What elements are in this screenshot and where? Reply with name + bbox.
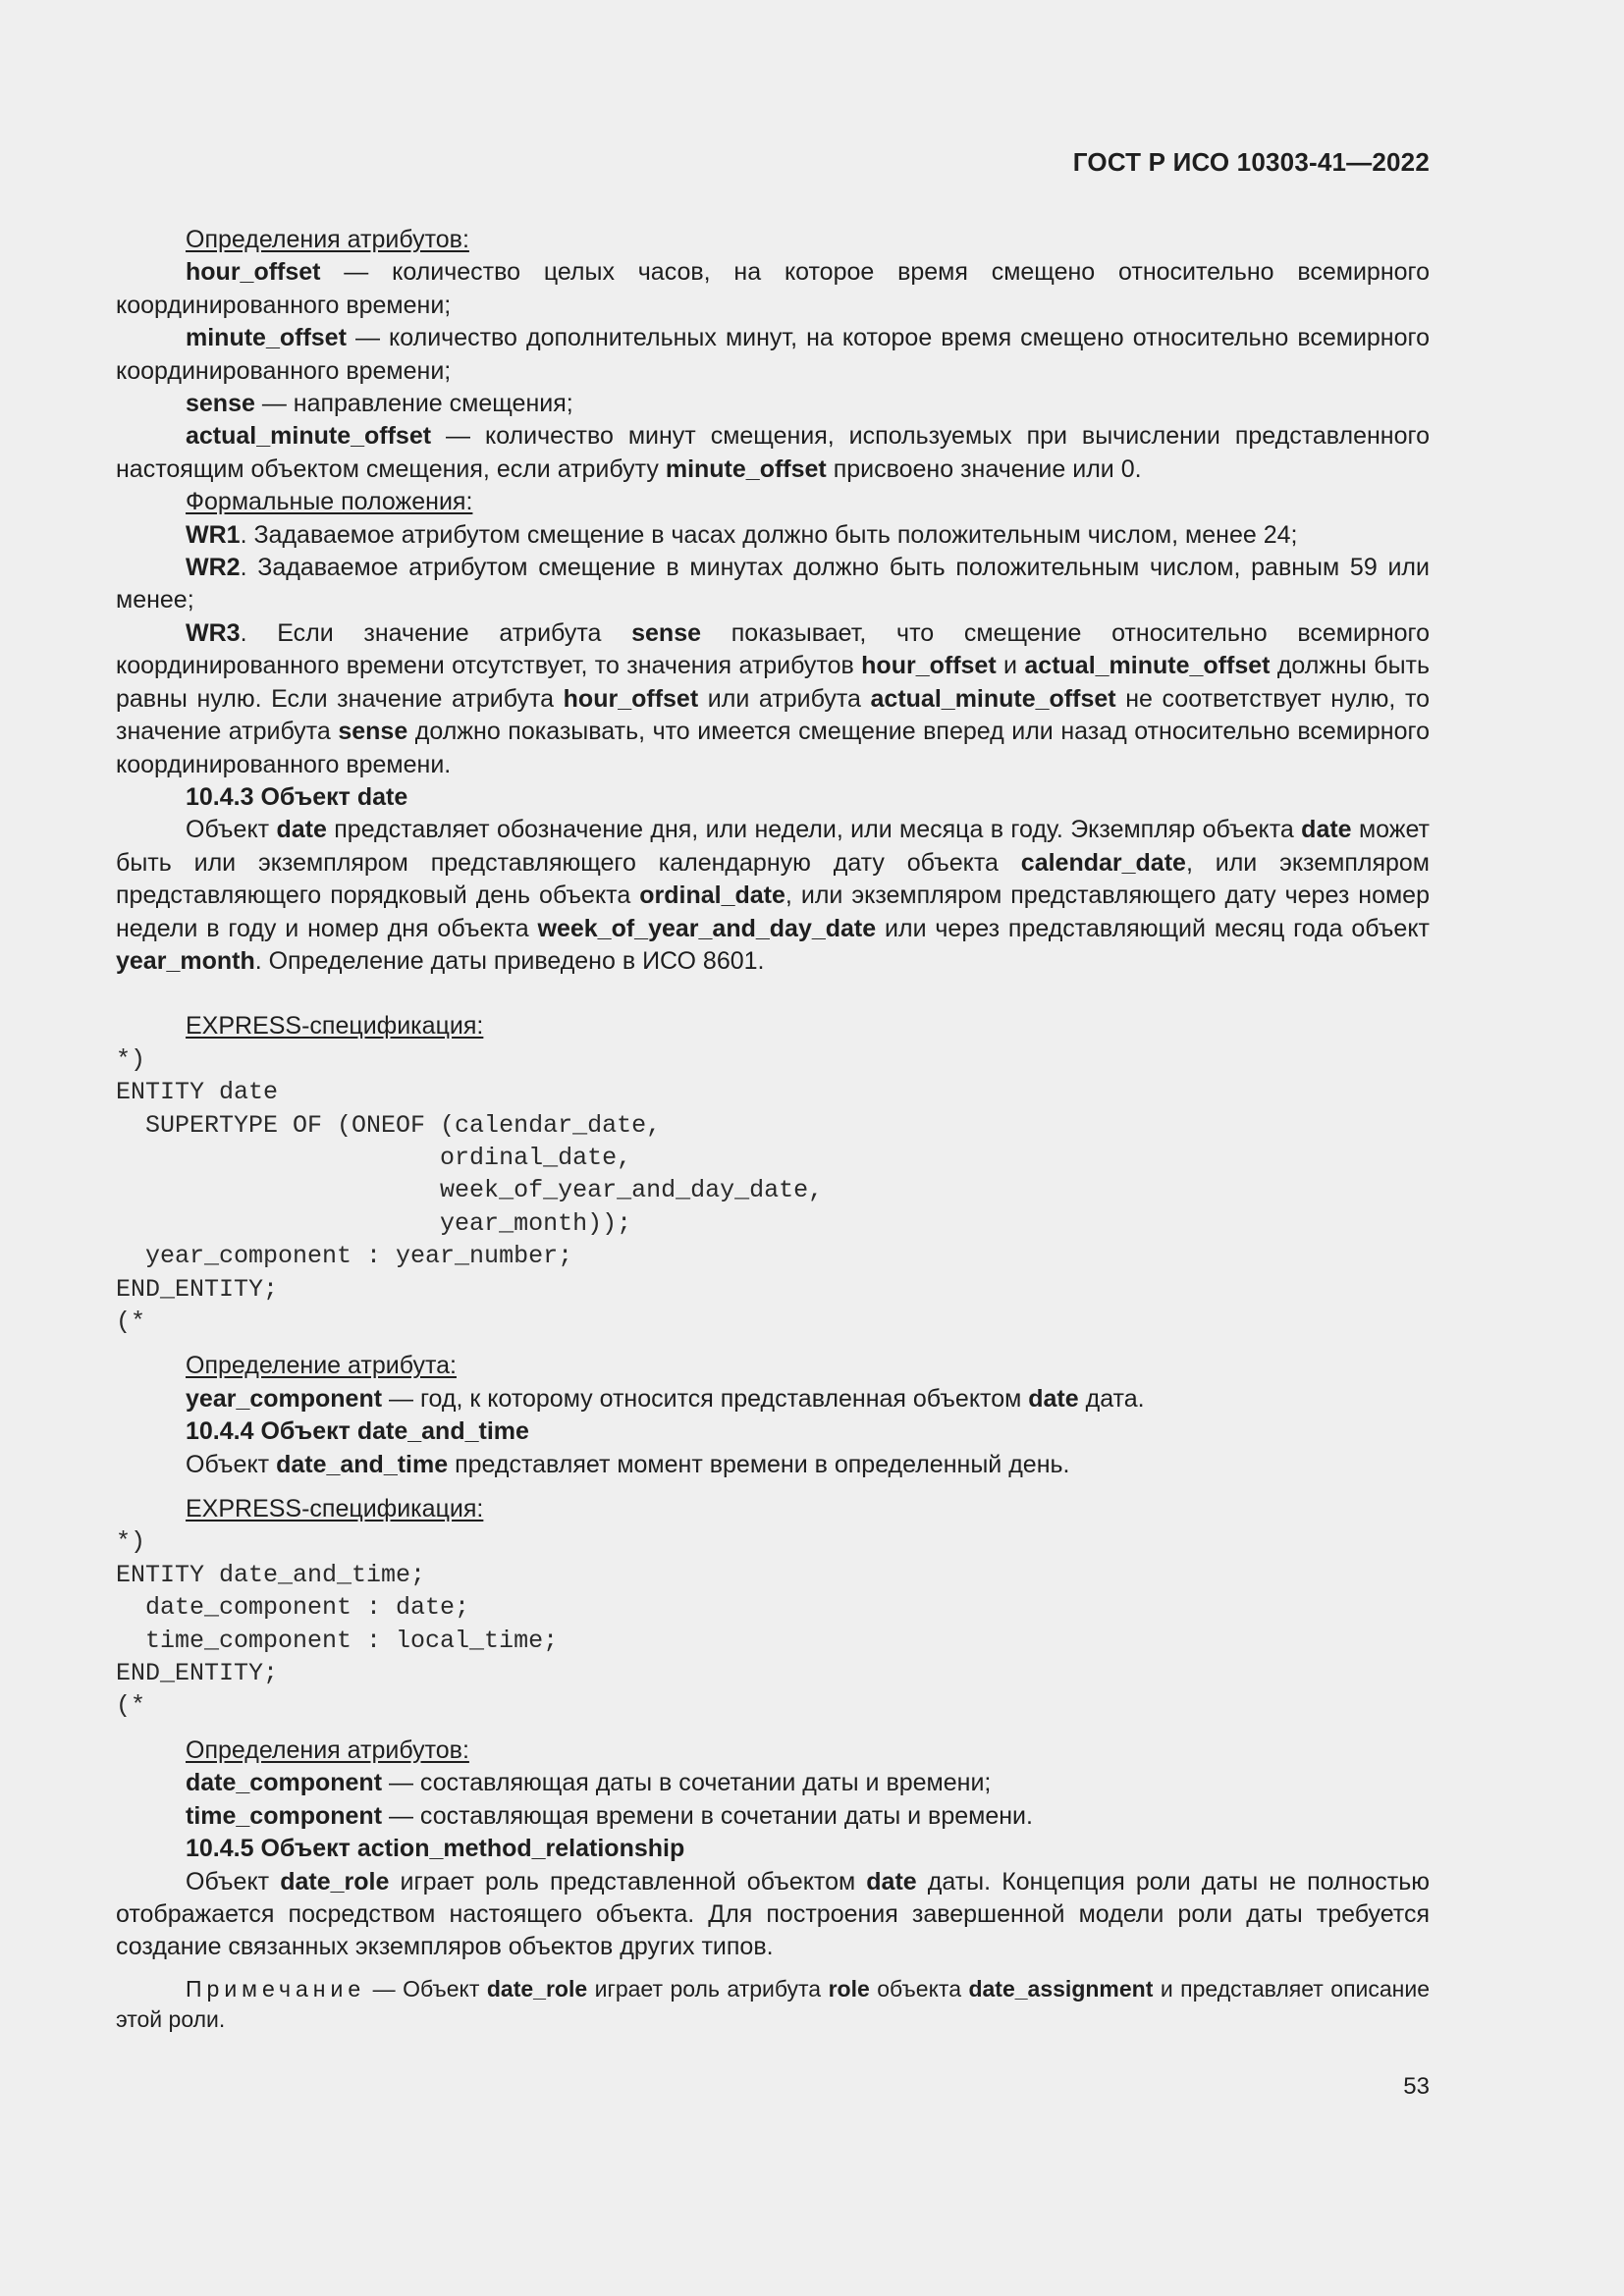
rule-wr2: WR2. Задаваемое атрибутом смещение в минутах должно быть положительным числом, равным 59 или менее; bbox=[116, 554, 1430, 614]
attr-defs-heading: Определения атрибутов: bbox=[186, 226, 469, 253]
section-heading-10-4-5: 10.4.5 Объект action_method_relationship bbox=[186, 1835, 685, 1863]
def-actual-minute-offset: actual_minute_offset — количество минут смещения, используемых при вычислении представленного настоящим объектом смещения, если атрибуту minute_offset присвоено значение или 0. bbox=[116, 422, 1430, 483]
note-label: Примечание bbox=[186, 1975, 366, 2002]
def-date-component: date_component — составляющая даты в сочетании даты и времени; bbox=[186, 1769, 992, 1797]
section-heading-10-4-4: 10.4.4 Объект date_and_time bbox=[186, 1417, 529, 1446]
formal-heading: Формальные положения: bbox=[186, 488, 473, 516]
section-heading-10-4-3: 10.4.3 Объект date bbox=[186, 782, 408, 811]
express-heading-date-and-time: EXPRESS-спецификация: bbox=[186, 1495, 484, 1523]
note: Примечание — Объект date_role играет роль атрибута role объекта date_assignment и представляет описание этой роли. bbox=[116, 1975, 1430, 2032]
def-hour-offset: hour_offset — количество целых часов, на которое время смещено относительно всемирного координированного времени; bbox=[116, 258, 1430, 319]
document-header: ГОСТ Р ИСО 10303-41—2022 bbox=[1072, 147, 1430, 177]
rule-wr3: WR3. Если значение атрибута sense показывает, что смещение относительно всемирного координированного времени отсутствует, то значения атрибутов hour_offset и actual_minute_offset должны быть равны нулю. Если значение атрибута hour_offset или атрибута actual_minute_offset не соответствует нулю, то значение атрибута sense должно показывать, что имеется смещение вперед или назад относительно всемирного координированного времени. bbox=[116, 618, 1431, 778]
page-content bbox=[116, 224, 1430, 2057]
page-number: 53 bbox=[1403, 2073, 1430, 2100]
express-heading-date: EXPRESS-спецификация: bbox=[186, 1012, 484, 1041]
def-minute-offset: minute_offset — количество дополнительных минут, на которое время смещено относительно всемирного координированного времени; bbox=[116, 324, 1430, 385]
express-code-date: *) ENTITY date SUPERTYPE OF (ONEOF (calendar_date, ordinal_date, week_of_year_and_day_date, year_month)); year_component : year_number; END_ENTITY; (* bbox=[116, 1044, 824, 1336]
def-sense: sense — направление смещения; bbox=[186, 390, 573, 418]
express-code-date-and-time: *) ENTITY date_and_time; date_component : date; time_component : local_time; END_ENTITY; (* bbox=[116, 1527, 559, 1721]
attr-defs-heading-dt: Определения атрибутов: bbox=[186, 1735, 469, 1764]
def-time-component: time_component — составляющая времени в сочетании даты и времени. bbox=[186, 1801, 1033, 1830]
rule-wr1: WR1. Задаваемое атрибутом смещение в часах должно быть положительным числом, менее 24; bbox=[186, 520, 1298, 549]
date-and-time-description: Объект date_and_time представляет момент времени в определенный день. bbox=[186, 1450, 1070, 1478]
date-description: Объект date представляет обозначение дня, или недели, или месяца в году. Экземпляр объекта date может быть или экземпляром представляющего календарную дату объекта calendar_date, или экземпляром представляющего порядковый день объекта ordinal_date, или экземпляром представляющего дату через номер недели в году и номер дня объекта week_of_year_and_day_date или через представляющий месяц года объект year_month. Определение даты приведено в ИСО 8601. bbox=[116, 816, 1430, 975]
attr-def-heading-date: Определение атрибута: bbox=[186, 1352, 457, 1380]
def-year-component: year_component — год, к которому относится представленная объектом date дата. bbox=[186, 1384, 1145, 1413]
date-role-description: Объект date_role играет роль представленной объектом date даты. Концепция роли даты не полностью отображается посредством настоящего объекта. Для построения завершенной модели роли даты требуется создание связанных экземпляров объектов других типов. bbox=[116, 1867, 1430, 1961]
